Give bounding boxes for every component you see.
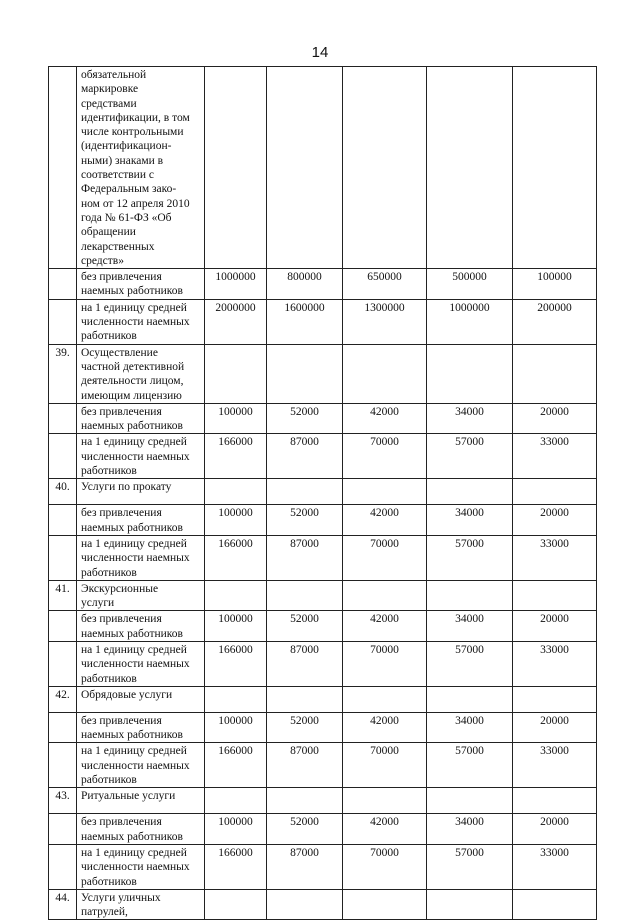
- row-label: Услуги по прокату: [81, 481, 172, 494]
- value-cell-5: 100000: [513, 269, 597, 300]
- value-cell-5: 33000: [513, 641, 597, 686]
- value-cell-2: 1600000: [267, 299, 343, 344]
- value-cell-2: [267, 686, 343, 712]
- value-cell-1: 100000: [205, 814, 267, 845]
- row-label-cell: [77, 580, 205, 611]
- value-cell-2: [267, 479, 343, 505]
- value-cell-4: 57000: [427, 535, 513, 580]
- row-label-cell: [77, 505, 205, 536]
- value-cell-4: [427, 686, 513, 712]
- row-label-cell: [77, 535, 205, 580]
- value-cell-1: 100000: [205, 712, 267, 743]
- value-cell-3: 70000: [343, 844, 427, 889]
- table-row: [49, 299, 597, 344]
- value-cell-3: 42000: [343, 712, 427, 743]
- value-cell-1: [205, 67, 267, 269]
- value-cell-5: [513, 344, 597, 403]
- row-number: [49, 844, 77, 889]
- value-cell-2: 52000: [267, 403, 343, 434]
- row-number: [49, 434, 77, 479]
- value-cell-1: [205, 479, 267, 505]
- value-cell-4: 500000: [427, 269, 513, 300]
- value-cell-2: [267, 580, 343, 611]
- row-label: на 1 единицу средней численности наемных работников: [81, 436, 190, 478]
- value-cell-5: 33000: [513, 844, 597, 889]
- value-cell-4: 34000: [427, 403, 513, 434]
- row-label-cell: [77, 814, 205, 845]
- value-cell-1: [205, 344, 267, 403]
- row-number: [49, 269, 77, 300]
- row-label-cell: [77, 686, 205, 712]
- value-cell-4: 57000: [427, 641, 513, 686]
- row-label: без привлечения наемных работников: [81, 507, 183, 534]
- row-label: Ритуальные услуги: [81, 790, 176, 803]
- row-number: [49, 641, 77, 686]
- value-cell-3: [343, 67, 427, 269]
- value-cell-1: 166000: [205, 844, 267, 889]
- row-number: [49, 712, 77, 743]
- value-cell-4: 1000000: [427, 299, 513, 344]
- row-label-cell: [77, 712, 205, 743]
- row-label: без привлечения наемных работников: [81, 405, 183, 433]
- value-cell-1: 166000: [205, 743, 267, 788]
- value-cell-4: [427, 580, 513, 611]
- table-row: [49, 712, 597, 743]
- value-cell-5: 33000: [513, 535, 597, 580]
- table-row: [49, 434, 597, 479]
- row-label: обязательной маркировке средствами идентификации, в том числе контрольными (идентификацион- ными) знаками в соответствии с Федеральным зако- ном от 12 апреля 2010 года № 61-ФЗ «Об обращении лекарственных средств»: [81, 69, 190, 267]
- value-cell-4: [427, 479, 513, 505]
- value-cell-2: 87000: [267, 743, 343, 788]
- value-cell-3: 70000: [343, 434, 427, 479]
- row-label: без привлечения наемных работников: [81, 714, 183, 742]
- value-cell-5: 33000: [513, 434, 597, 479]
- value-cell-1: 100000: [205, 611, 267, 642]
- row-label: на 1 единицу средней численности наемных работников: [81, 643, 190, 685]
- page-number: 14: [311, 44, 329, 61]
- row-label-cell: [77, 611, 205, 642]
- value-cell-2: [267, 67, 343, 269]
- row-label-cell: [77, 743, 205, 788]
- value-cell-1: 1000000: [205, 269, 267, 300]
- value-cell-3: [343, 580, 427, 611]
- row-label-cell: [77, 641, 205, 686]
- table-row: [49, 641, 597, 686]
- row-label-cell: [77, 403, 205, 434]
- value-cell-1: 100000: [205, 505, 267, 536]
- row-label-cell: [77, 67, 205, 269]
- value-cell-4: 34000: [427, 814, 513, 845]
- value-cell-5: 200000: [513, 299, 597, 344]
- value-cell-2: [267, 344, 343, 403]
- row-number: 43.: [49, 788, 77, 814]
- value-cell-5: 20000: [513, 611, 597, 642]
- row-label-cell: [77, 299, 205, 344]
- value-cell-4: 57000: [427, 434, 513, 479]
- table-row: [49, 67, 597, 269]
- table-row: [49, 479, 597, 505]
- row-label: без привлечения наемных работников: [81, 613, 183, 640]
- row-label: без привлечения наемных работников: [81, 271, 183, 298]
- row-label: Экскурсионные услуги: [81, 582, 159, 610]
- value-cell-2: 87000: [267, 844, 343, 889]
- value-cell-5: 20000: [513, 712, 597, 743]
- table-row: [49, 611, 597, 642]
- value-cell-4: 57000: [427, 844, 513, 889]
- row-number: [49, 299, 77, 344]
- value-cell-5: [513, 580, 597, 611]
- row-label-cell: [77, 434, 205, 479]
- row-label-cell: [77, 479, 205, 505]
- row-number: [49, 67, 77, 269]
- row-number: [49, 505, 77, 536]
- value-cell-3: 42000: [343, 403, 427, 434]
- value-cell-4: [427, 788, 513, 814]
- value-cell-2: 52000: [267, 814, 343, 845]
- value-cell-2: 87000: [267, 535, 343, 580]
- table-row: [49, 814, 597, 845]
- value-cell-1: 166000: [205, 434, 267, 479]
- row-number: 42.: [49, 686, 77, 712]
- row-label-cell: [77, 788, 205, 814]
- value-cell-5: [513, 479, 597, 505]
- value-cell-3: [343, 788, 427, 814]
- row-number: 44.: [49, 889, 77, 920]
- row-label: на 1 единицу средней численности наемных работников: [81, 846, 190, 888]
- table-row: [49, 535, 597, 580]
- value-cell-5: [513, 788, 597, 814]
- value-cell-4: [427, 344, 513, 403]
- value-cell-3: 70000: [343, 535, 427, 580]
- value-cell-3: 650000: [343, 269, 427, 300]
- value-cell-4: 34000: [427, 712, 513, 743]
- value-cell-4: 34000: [427, 611, 513, 642]
- row-label: Осуществление частной детективной деятельности лицом, имеющим лицензию: [81, 346, 185, 402]
- table-body: [49, 67, 597, 920]
- table-row: [49, 403, 597, 434]
- value-cell-4: 34000: [427, 505, 513, 536]
- row-number: [49, 403, 77, 434]
- row-label: на 1 единицу средней численности наемных работников: [81, 745, 190, 787]
- value-cell-2: [267, 788, 343, 814]
- value-cell-3: 42000: [343, 505, 427, 536]
- row-number: 40.: [49, 479, 77, 505]
- row-label: на 1 единицу средней численности наемных работников: [81, 537, 190, 579]
- row-label: на 1 единицу средней численности наемных работников: [81, 301, 190, 343]
- value-cell-2: 52000: [267, 611, 343, 642]
- table-row: [49, 686, 597, 712]
- tax-rate-table: [48, 66, 597, 920]
- table-row: [49, 788, 597, 814]
- value-cell-3: [343, 479, 427, 505]
- value-cell-3: 70000: [343, 641, 427, 686]
- value-cell-1: [205, 580, 267, 611]
- table-row: [49, 580, 597, 611]
- table-row: [49, 269, 597, 300]
- row-label-cell: [77, 344, 205, 403]
- row-number: [49, 814, 77, 845]
- row-label: без привлечения наемных работников: [81, 816, 183, 843]
- row-label-cell: [77, 269, 205, 300]
- value-cell-3: 42000: [343, 814, 427, 845]
- value-cell-1: 100000: [205, 403, 267, 434]
- table-row: [49, 344, 597, 403]
- table-row: [49, 844, 597, 889]
- row-number: [49, 535, 77, 580]
- row-label: Обрядовые услуги: [81, 688, 173, 701]
- value-cell-1: [205, 788, 267, 814]
- value-cell-1: 166000: [205, 641, 267, 686]
- value-cell-4: 57000: [427, 743, 513, 788]
- table-row: [49, 505, 597, 536]
- row-number: [49, 611, 77, 642]
- value-cell-3: 70000: [343, 743, 427, 788]
- row-number: 41.: [49, 580, 77, 611]
- row-number: 39.: [49, 344, 77, 403]
- value-cell-5: [513, 67, 597, 269]
- value-cell-4: [427, 67, 513, 269]
- value-cell-5: 20000: [513, 403, 597, 434]
- value-cell-5: 20000: [513, 505, 597, 536]
- value-cell-5: [513, 686, 597, 712]
- value-cell-2: 800000: [267, 269, 343, 300]
- row-label-cell: [77, 844, 205, 889]
- value-cell-3: 1300000: [343, 299, 427, 344]
- value-cell-2: 87000: [267, 434, 343, 479]
- value-cell-5: 20000: [513, 814, 597, 845]
- table-row: [49, 743, 597, 788]
- value-cell-3: 42000: [343, 611, 427, 642]
- value-cell-2: 52000: [267, 505, 343, 536]
- row-number: [49, 743, 77, 788]
- value-cell-1: 166000: [205, 535, 267, 580]
- value-cell-1: 2000000: [205, 299, 267, 344]
- value-cell-5: 33000: [513, 743, 597, 788]
- value-cell-3: [343, 344, 427, 403]
- value-cell-1: [205, 686, 267, 712]
- value-cell-3: [343, 686, 427, 712]
- row-label: Услуги уличных патрулей,: [81, 891, 161, 919]
- value-cell-2: 52000: [267, 712, 343, 743]
- value-cell-2: 87000: [267, 641, 343, 686]
